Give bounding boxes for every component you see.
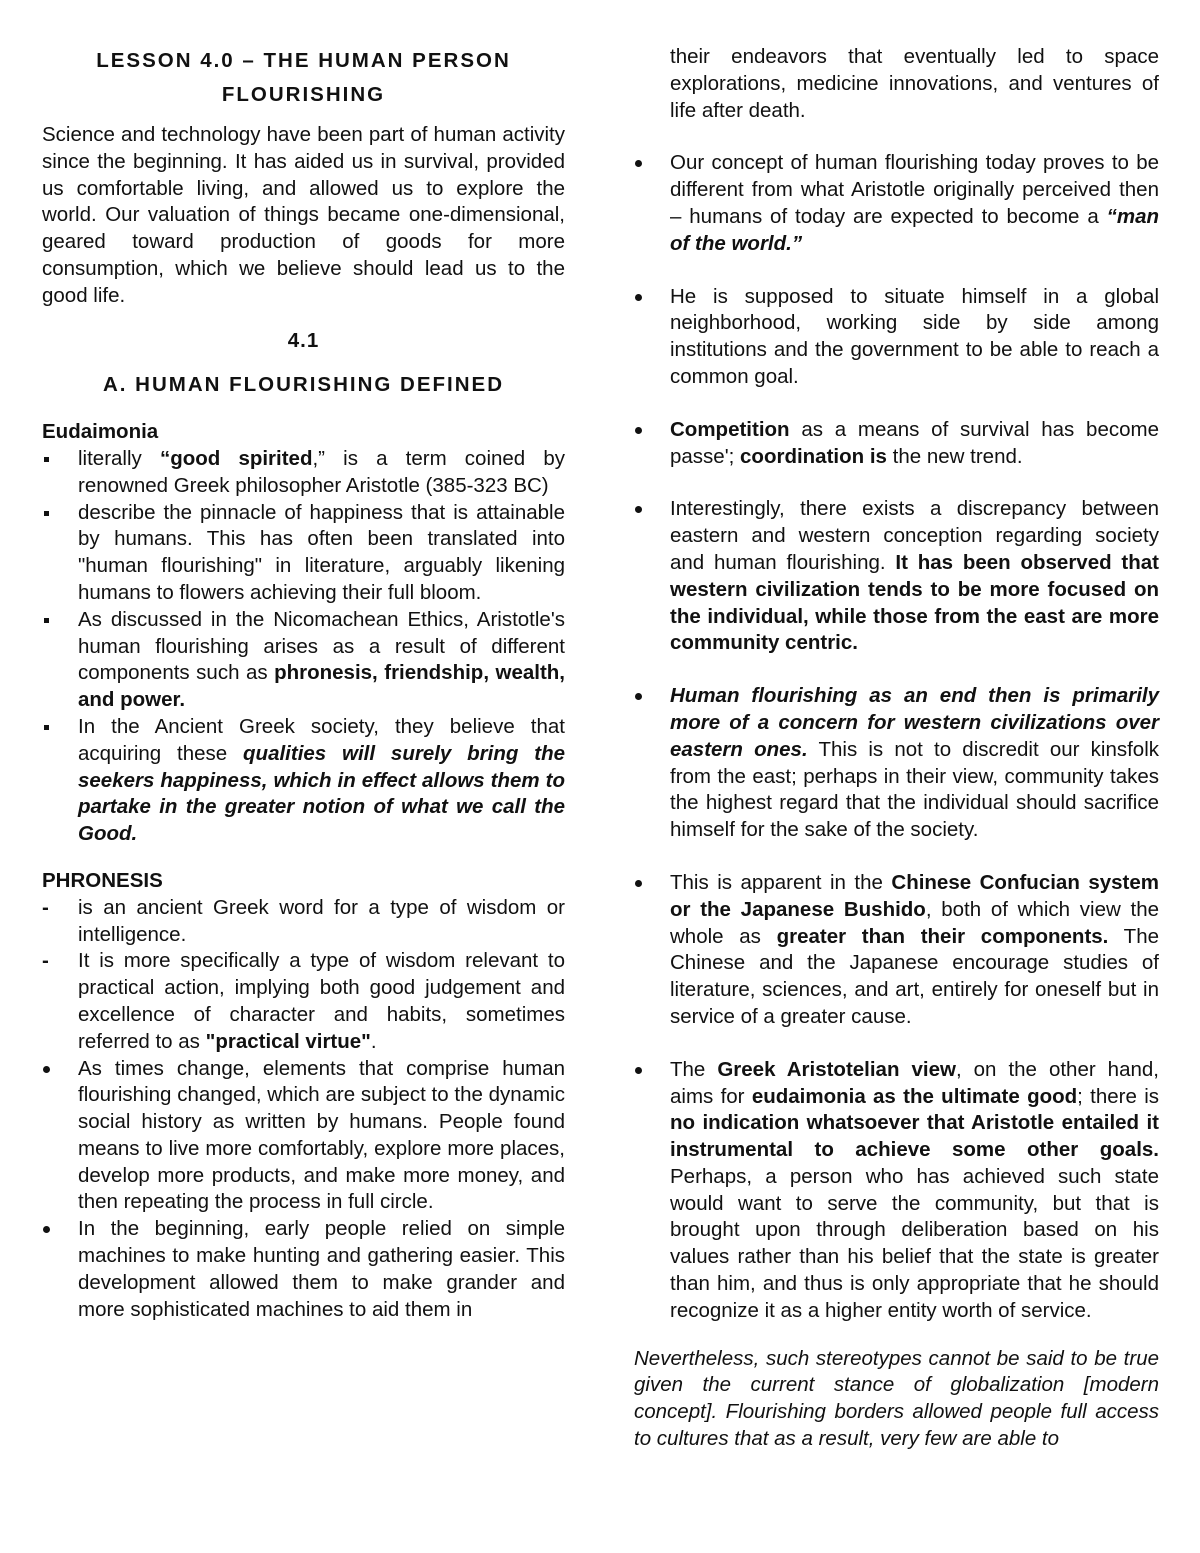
- closing-paragraph: Nevertheless, such stereotypes cannot be said to be true given the current stance of globalization [modern concept]. Flourishing borders allowed people full access to cultures that as a result, very few are able to: [634, 1346, 1159, 1451]
- list-item: In the beginning, early people relied on simple machines to make hunting and gathering easier. This development allowed them to make grander and more sophisticated machines to aid them in: [42, 1216, 565, 1323]
- intro-paragraph: Science and technology have been part of human activity since the beginning. It has aided us in survival, provided us comfortable living, and allowed us to explore the world. Our valuation of things became one-dimensional, geared toward production of goods for more consumption, which we believe should lead us to the good life.: [42, 123, 565, 307]
- left-column: [42, 44, 565, 1323]
- history-list: [42, 1056, 565, 1324]
- lesson-title: LESSON 4.0 – THE HUMAN PERSON FLOURISHING: [96, 49, 511, 106]
- eudaimonia-list: [42, 446, 565, 848]
- list-item: As times change, elements that comprise human flourishing changed, which are subject to the dynamic social history as written by humans. People found means to live more comfortably, explore more places, develop more products, and make more money, and then repeating the process in full circle.: [42, 1056, 565, 1217]
- right-column: [634, 44, 1159, 1453]
- list-item: Our concept of human flourishing today proves to be different from what Aristotle originally perceived then – humans of today are expected to become a “man of the world.”: [634, 150, 1159, 257]
- list-item: As discussed in the Nicomachean Ethics, Aristotle's human flourishing arises as a result of different components such as phronesis, friendship, wealth, and power.: [42, 607, 565, 714]
- list-item: He is supposed to situate himself in a global neighborhood, working side by side among institutions and the government to be able to reach a common goal.: [634, 284, 1159, 391]
- eudaimonia-heading: Eudaimonia: [42, 420, 159, 444]
- list-item: This is apparent in the Chinese Confucian system or the Japanese Bushido, both of which view the whole as greater than their components. The Chinese and the Japanese encourage studies of literature, sciences, and art, entirely for oneself but in service of a greater cause.: [634, 870, 1159, 1031]
- list-item: Human flourishing as an end then is primarily more of a concern for western civilizations over eastern ones. This is not to discredit our kinsfolk from the east; perhaps in their view, community takes the highest regard that the individual should sacrifice himself for the sake of the society.: [634, 683, 1159, 844]
- list-item: - is an ancient Greek word for a type of wisdom or intelligence.: [42, 895, 565, 949]
- list-item: Competition as a means of survival has become passe'; coordination is the new trend.: [634, 417, 1159, 471]
- list-item: In the Ancient Greek society, they believe that acquiring these qualities will surely bring the seekers happiness, which in effect allows them to partake in the greater notion of what we call the Good.: [42, 714, 565, 848]
- list-item: Interestingly, there exists a discrepancy between eastern and western conception regarding society and human flourishing. It has been observed that western civilization tends to be more focused on the individual, while those from the east are more community centric.: [634, 496, 1159, 657]
- continued-paragraph: their endeavors that eventually led to space explorations, medicine innovations, and ventures of life after death.: [670, 45, 1159, 122]
- section-title: A. HUMAN FLOURISHING DEFINED: [102, 373, 505, 397]
- list-item: - It is more specifically a type of wisdom relevant to practical action, implying both good judgement and excellence of character and habits, sometimes referred to as "practical virtue".: [42, 948, 565, 1055]
- modern-flourishing-list: [634, 150, 1159, 1324]
- section-number: 4.1: [287, 328, 320, 352]
- phronesis-list: [42, 895, 565, 1056]
- list-item: The Greek Aristotelian view, on the other hand, aims for eudaimonia as the ultimate good; there is no indication whatsoever that Aristotle entailed it instrumental to achieve some other goals. Perhaps, a person who has achieved such state would want to serve the community, but that is brought upon through deliberation based on his values rather than his belief that the state is greater than him, and thus is only appropriate that he should recognize it as a higher entity worth of service.: [634, 1057, 1159, 1325]
- list-item: describe the pinnacle of happiness that is attainable by humans. This has often been translated into "human flourishing" in literature, arguably likening humans to flowers achieving their full bloom.: [42, 500, 565, 607]
- list-item: literally “good spirited,” is a term coined by renowned Greek philosopher Aristotle (385-323 BC): [42, 446, 565, 500]
- phronesis-heading: PHRONESIS: [42, 868, 163, 892]
